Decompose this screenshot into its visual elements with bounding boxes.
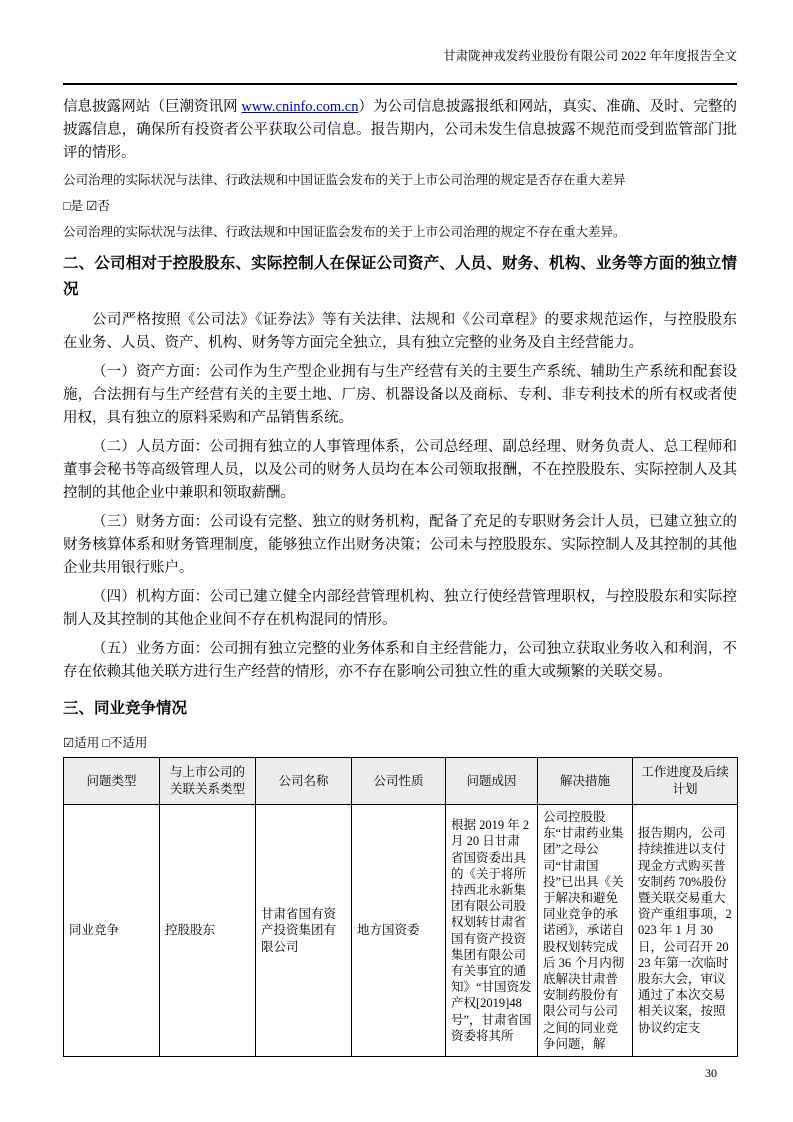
section2-paragraph-business: （五）业务方面：公司拥有独立完整的业务体系和自主经营能力，公司独立获取业务收入和利润，不存在依赖其他关联方进行生产经营的情形，亦不存在影响公司独立性的重大或频繁的关联交易。	[63, 641, 737, 680]
cninfo-link[interactable]: www.cninfo.com.cn	[241, 99, 359, 115]
governance-checkbox-options: □是 ☑否	[63, 199, 110, 213]
applicability-checkbox-options: ☑适用 □不适用	[63, 736, 148, 750]
cell-issue-type: 同业竞争	[64, 805, 160, 1057]
disclosure-text-before: 信息披露网站（巨潮资讯网	[63, 99, 242, 115]
cell-solution: 公司控股股东“甘肃药业集团”之母公司“甘肃国投”已出具《关于解决和避免同业竞争的承诺函》，承诺自股权划转完成后 36 个月内彻底解决甘肃普安制药股份有限公司与公司之间的同业竞争问题，解	[538, 805, 633, 1057]
governance-answer: 公司治理的实际状况与法律、行政法规和中国证监会发布的关于上市公司治理的规定不存在重大差异。	[63, 225, 626, 239]
section2-paragraph-finance: （三）财务方面：公司设有完整、独立的财务机构，配备了充足的专职财务会计人员，已建立独立的财务核算体系和财务管理制度，能够独立作出财务决策；公司未与控股股东、实际控制人及其控制的其他企业共用银行账户。	[63, 514, 737, 576]
table-row	[64, 805, 738, 1057]
col-header-issue-type: 问题类型	[64, 758, 160, 805]
report-header-title: 甘肃陇神戎发药业股份有限公司 2022 年年度报告全文	[443, 49, 737, 63]
governance-question: 公司治理的实际状况与法律、行政法规和中国证监会发布的关于上市公司治理的规定是否存在重大差异	[63, 173, 626, 187]
cell-company-name: 甘肃省国有资产投资集团有限公司	[256, 805, 352, 1057]
disclosure-text-after: ）为公司信息披露报纸和网站，真实、准确、及时、完整的披露信息，确保所有投资者公平获取公司信息。报告期内，公司未发生信息披露不规范而受到监管部门批评的情形。	[63, 99, 738, 161]
cell-relationship-type: 控股股东	[160, 805, 256, 1057]
section2-paragraph-assets: （一）资产方面：公司作为生产型企业拥有与生产经营有关的主要生产系统、辅助生产系统和配套设施，合法拥有与生产经营有关的主要土地、厂房、机器设备以及商标、专利、非专利技术的所有权或者使用权，具有独立的原料采购和产品销售系统。	[63, 364, 737, 426]
header-rule	[63, 83, 737, 85]
col-header-solution: 解决措施	[538, 758, 633, 805]
col-header-company-nature: 公司性质	[352, 758, 446, 805]
col-header-company-name: 公司名称	[256, 758, 352, 805]
col-header-relationship-type: 与上市公司的关联关系类型	[160, 758, 256, 805]
section2-paragraph-personnel: （二）人员方面：公司拥有独立的人事管理体系，公司总经理、副总经理、财务负责人、总工程师和董事会秘书等高级管理人员，以及公司的财务人员均在本公司领取报酬，不在控股股东、实际控制人及其控制的其他企业中兼职和领取薪酬。	[63, 439, 737, 501]
section2-paragraph-overview: 公司严格按照《公司法》《证券法》等有关法律、法规和《公司章程》的要求规范运作，与控股股东在业务、人员、资产、机构、财务等方面完全独立，具有独立完整的业务及自主经营能力。	[63, 312, 737, 351]
section2-heading: 二、公司相对于控股股东、实际控制人在保证公司资产、人员、财务、机构、业务等方面的独立情况	[63, 255, 737, 298]
page-number: 30	[705, 1066, 717, 1081]
section2-paragraph-organization: （四）机构方面：公司已建立健全内部经营管理机构、独立行使经营管理职权，与控股股东和实际控制人及其控制的其他企业间不存在机构混同的情形。	[63, 589, 737, 628]
table-header-row	[64, 758, 738, 805]
col-header-progress-plan: 工作进度及后续计划	[633, 758, 738, 805]
cell-company-nature: 地方国资委	[352, 805, 446, 1057]
disclosure-paragraph	[63, 96, 737, 165]
col-header-issue-cause: 问题成因	[446, 758, 538, 805]
cell-issue-cause: 根据 2019 年 2 月 20 日甘肃省国资委出具的《关于将所持西北永新集团有限公司股权划转甘肃省国有资产投资集团有限公司有关事宜的通知》“甘国资发产权[2019]48 号”，甘肃省国资委将其所	[446, 805, 538, 1057]
section3-heading: 三、同业竞争情况	[63, 700, 188, 717]
competition-table	[63, 757, 738, 1057]
cell-progress-plan: 报告期内，公司持续推进以支付现金方式购买普安制药 70%股份暨关联交易重大资产重组事项，2023 年 1 月 30 日，公司召开 2023 年第一次临时股东大会，审议通过了本次交易相关议案，按照协议约定支	[633, 805, 738, 1057]
